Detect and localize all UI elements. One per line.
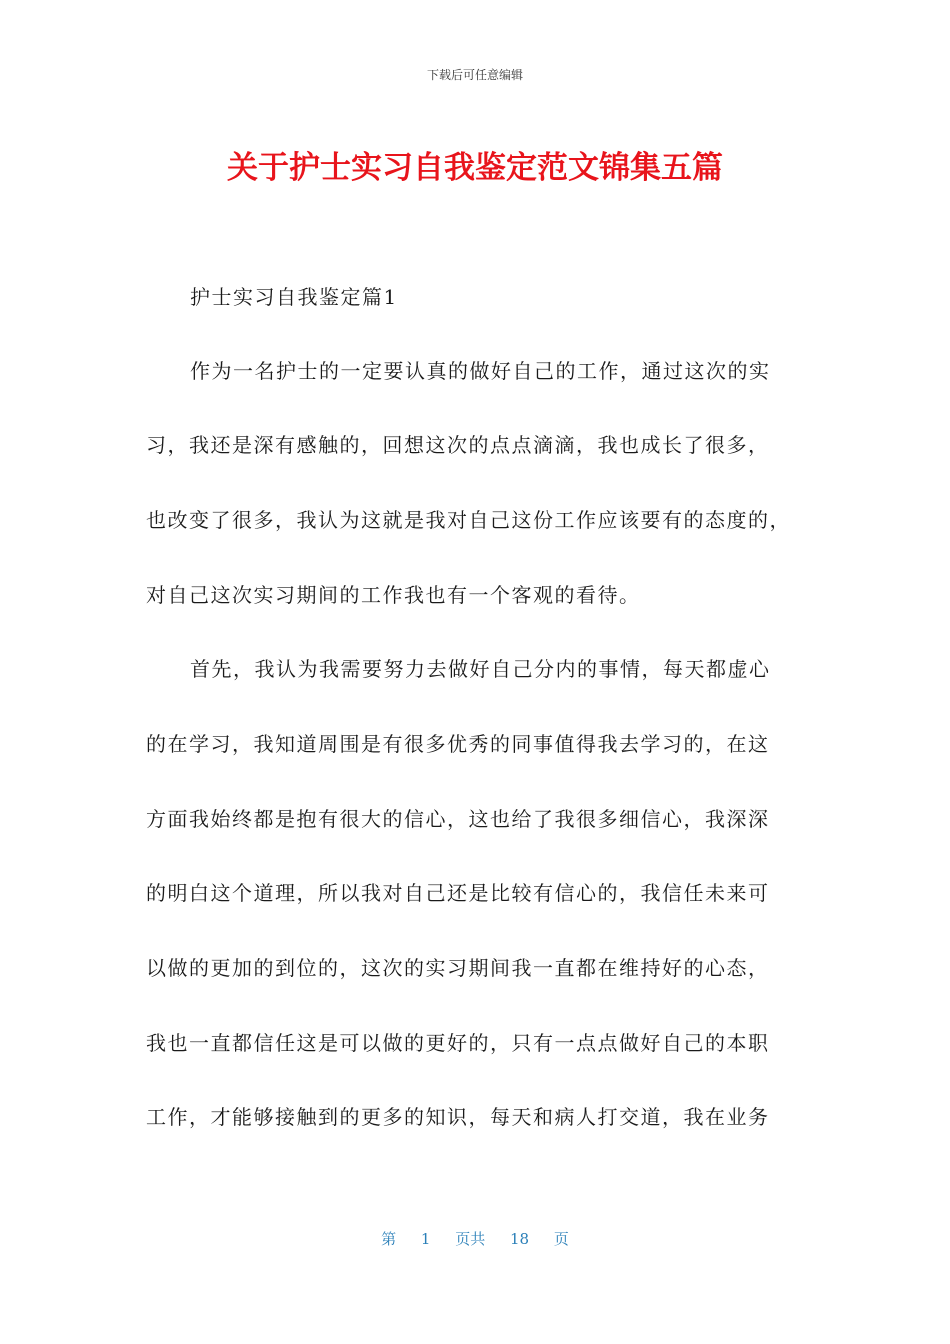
body-line: 也改变了很多，我认为这就是我对自己这份工作应该要有的态度的， [146, 508, 791, 532]
body-line: 首先，我认为我需要努力去做好自己分内的事情，每天都虚心 [190, 657, 771, 681]
footer-current-page: 1 [420, 1230, 431, 1248]
footer-total-pages: 18 [510, 1230, 530, 1248]
page-footer [0, 1228, 950, 1249]
body-line: 习，我还是深有感触的，回想这次的点点滴滴，我也成长了很多， [146, 433, 770, 457]
body-line: 方面我始终都是抱有很大的信心，这也给了我很多细信心，我深深 [146, 807, 770, 831]
body-line: 工作，才能够接触到的更多的知识，每天和病人打交道，我在业务 [146, 1105, 770, 1129]
footer-suffix: 页 [553, 1230, 569, 1248]
body-line: 以做的更加的到位的，这次的实习期间我一直都在维持好的心态， [146, 956, 770, 980]
body-line: 的明白这个道理，所以我对自己还是比较有信心的，我信任未来可 [146, 881, 770, 905]
body-line: 我也一直都信任这是可以做的更好的，只有一点点做好自己的本职 [146, 1031, 770, 1055]
header-note: 下载后可任意编辑 [426, 68, 523, 82]
section-heading: 护士实习自我鉴定篇1 [190, 285, 398, 309]
document-title: 关于护士实习自我鉴定范文锦集五篇 [227, 150, 723, 186]
footer-middle: 页共 [455, 1230, 486, 1248]
footer-prefix: 第 [381, 1230, 397, 1248]
body-line: 对自己这次实习期间的工作我也有一个客观的看待。 [146, 583, 641, 607]
body-line: 的在学习，我知道周围是有很多优秀的同事值得我去学习的，在这 [146, 732, 770, 756]
body-line: 作为一名护士的一定要认真的做好自己的工作，通过这次的实 [190, 359, 771, 383]
